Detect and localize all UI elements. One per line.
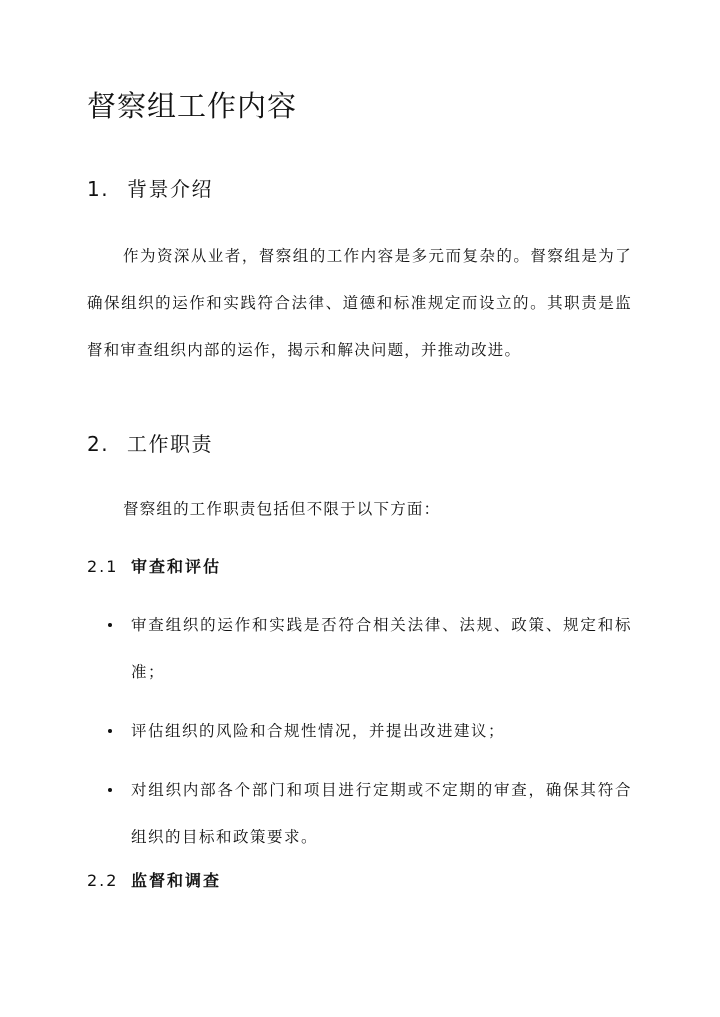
section-title: 工作职责	[127, 432, 213, 456]
list-item-text: 评估组织的风险和合规性情况，并提出改进建议；	[131, 722, 506, 740]
subsection-number: 2.2	[87, 871, 119, 890]
list-item	[87, 708, 632, 755]
list-item	[87, 602, 632, 696]
bullet-icon	[108, 623, 112, 627]
subsection-heading-review	[87, 554, 221, 580]
duties-intro-paragraph: 督察组的工作职责包括但不限于以下方面：	[123, 500, 441, 518]
subsection-title: 审查和评估	[131, 557, 222, 576]
section-number: 2.	[87, 432, 110, 456]
list-item	[87, 767, 632, 861]
section-title: 背景介绍	[127, 177, 213, 201]
bullet-icon	[108, 788, 112, 792]
document-title: 督察组工作内容	[87, 89, 298, 123]
subsection-heading-supervision	[87, 868, 221, 894]
list-item-text: 对组织内部各个部门和项目进行定期或不定期的审查，确保其符合组织的目标和政策要求。	[131, 781, 632, 846]
review-bullet-list	[87, 602, 632, 873]
subsection-title: 监督和调查	[131, 871, 222, 890]
section-heading-background	[87, 174, 213, 204]
section-number: 1.	[87, 177, 110, 201]
background-paragraph: 作为资深从业者，督察组的工作内容是多元而复杂的。督察组是为了确保组织的运作和实践符合法律、道德和标准规定而设立的。其职责是监督和审查组织内部的运作，揭示和解决问题，并推动改进。	[87, 247, 632, 359]
list-item-text: 审查组织的运作和实践是否符合相关法律、法规、政策、规定和标准；	[131, 616, 632, 681]
bullet-icon	[108, 729, 112, 733]
section-heading-duties	[87, 429, 213, 459]
subsection-number: 2.1	[87, 557, 119, 576]
